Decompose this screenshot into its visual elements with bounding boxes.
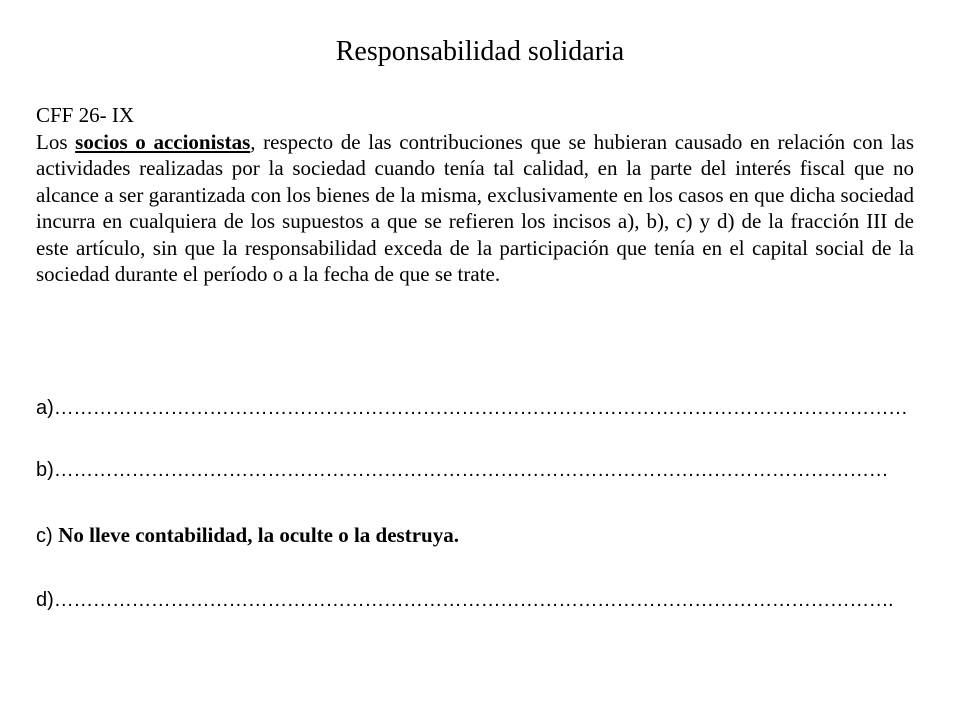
item-d-letter: d) [36, 589, 54, 611]
list-item-b [36, 456, 888, 484]
list-item-a [36, 394, 907, 422]
item-d-text: …………………………………………………………………………………………………………………. [53, 589, 893, 611]
paragraph-rest-text: , respecto de las contribuciones que se hubieran causado en relación con las actividades realizadas por la sociedad cuando tenía tal calidad, en la parte del interés fiscal que no alcance a ser garantizada con los bienes de la misma, exclusivamente en los casos en que dicha sociedad incurra en cualquiera de los supuestos a que se refieren los incisos a), b), c) y d) de la fracción III de este artículo, sin que la responsabilidad exceda de la participación que tenía en el capital social de la sociedad durante el período o a la fecha de que se trate. [36, 129, 915, 286]
item-c-letter: c) [36, 525, 59, 547]
list-item-d [36, 586, 893, 614]
item-a-text: …………………………………………………………………………………………………………………… [53, 397, 908, 419]
item-b-letter: b) [36, 459, 54, 481]
item-b-text: ………………………………………………………………………………………………………………… [53, 459, 888, 481]
slide-title: Responsabilidad solidaria [335, 36, 625, 67]
article-paragraph [36, 129, 914, 288]
item-a-letter: a) [36, 397, 54, 419]
paragraph-lead-text: Los [36, 129, 76, 154]
law-reference: CFF 26- IX [36, 103, 135, 127]
slide-body [36, 102, 914, 288]
paragraph-underlined-term: socios o accionistas [75, 129, 251, 154]
list-item-c [36, 521, 459, 550]
item-c-text: No lleve contabilidad, la oculte o la destruya. [58, 523, 459, 547]
